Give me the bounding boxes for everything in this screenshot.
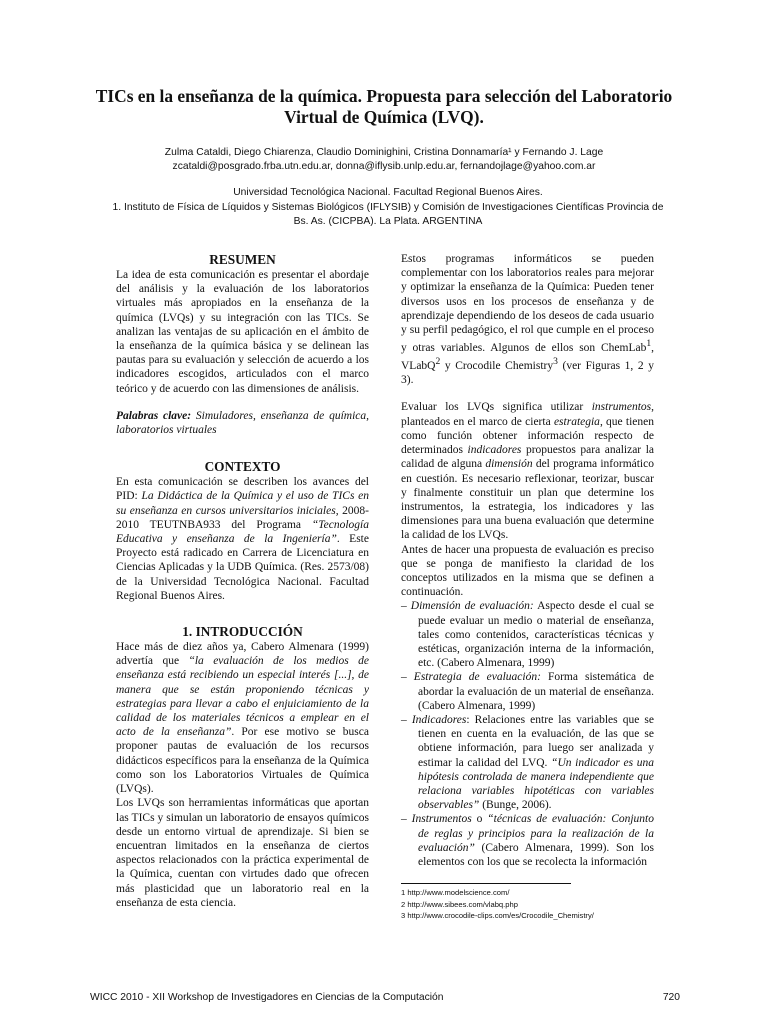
list-item xyxy=(401,812,654,869)
item-label-estrategia: Estrategia de evaluación: xyxy=(413,671,541,684)
term-indicadores: indicadores xyxy=(467,444,522,457)
page-number: 720 xyxy=(662,992,680,1003)
item-label-indicadores: Indicadores xyxy=(411,713,467,726)
contexto-program-title: “Tecnología Educativa y enseñanza de la Ingeniería” xyxy=(116,518,369,546)
intro-quote: “la evaluación de los medios de enseñanza está recibiendo un especial interés [...], de manera que se están proponiendo técnicas y estrategias para llevar a cabo el enjuiciamiento de la calidad de los materiales técnicos a emplear en el acto de la enseñanza” xyxy=(116,655,369,739)
intro-text-1: Hace más de diez años ya, Cabero Almenara (1999) advertía que xyxy=(116,641,369,668)
list-dash: – xyxy=(401,671,407,684)
right-paragraph-1 xyxy=(401,252,654,387)
author-block xyxy=(60,146,708,174)
right-p2-text-e: , que tienen como función obtener información respecto de determinados xyxy=(401,415,655,457)
right-p1-text-d: (ver Figuras 1, 2 y 3). xyxy=(401,360,654,387)
term-instrumentos: instrumentos xyxy=(591,401,652,414)
author-names: Zulma Cataldi, Diego Chiarenza, Claudio Dominighini, Cristina Donnamaría¹ y Fernando J. Lage xyxy=(164,147,604,158)
contexto-body xyxy=(116,475,369,603)
right-p1-text-c: y Crocodile Chemistry xyxy=(440,360,554,373)
list-dash: – xyxy=(401,813,407,826)
left-column xyxy=(116,252,369,910)
item-text-indicadores: : Relaciones entre las variables que se tienen en cuenta en la evaluación, de las que se obtiene información, para luego ser analizada y estimar la calidad del LVQ. xyxy=(418,713,654,769)
term-estrategia: estrategia xyxy=(553,415,600,428)
footnotes xyxy=(401,887,654,922)
item-quote-instrumentos: “técnicas de evaluación: Conjunto de reglas y principios para la realización de la evaluación” xyxy=(418,813,655,854)
keywords-label: Palabras clave: xyxy=(116,409,192,422)
list-item xyxy=(401,713,654,812)
item-text-indicadores-b: (Bunge, 2006). xyxy=(479,799,552,812)
item-text-instrumentos-b: (Cabero Almenara, 1999). Son los elementos con los que se recolecta la información xyxy=(418,841,654,868)
affiliation-iflysib: 1. Instituto de Física de Líquidos y Sistemas Biológicos (IFLYSIB) y Comisión de Investigaciones Científicas Provincia de Bs. As. (CICPBA). La Plata. ARGENTINA xyxy=(112,201,664,227)
footnote-1: 1 http://www.modelscience.com/ xyxy=(401,888,510,897)
contexto-project-title: La Didáctica de la Química y el uso de TICs en su enseñanza en cursos universitarios iniciales, xyxy=(116,490,369,517)
right-p1-text-b: , VLabQ xyxy=(401,342,654,373)
footer-conference: WICC 2010 - XII Workshop de Investigadores en Ciencias de la Computación xyxy=(90,992,444,1003)
right-p2-text-c: , planteados en el marco de cierta xyxy=(401,401,654,428)
keywords-text: Simuladores, enseñanza de química, laboratorios virtuales xyxy=(116,409,369,437)
resumen-heading: RESUMEN xyxy=(209,252,276,267)
item-text-dimension: Aspecto desde el cual se puede evaluar un medio o material de enseñanza, tales como contenidos, características técnicas y estéticas, organización interna de la información, etc. (Cabero Almenara, 1999) xyxy=(418,600,655,670)
intro-text-2: . Por ese motivo se busca proponer pautas de evaluación de los recursos didácticos específicos para la enseñanza de la Química como son los Laboratorios Virtuales de Química (LVQs). xyxy=(116,726,369,796)
right-p2-text-i: del programa informático en cuestión. Es necesario reflexionar, teorizar, buscar y finalmente constituir un plan que determine los instrumentos, la estrategia, los indicadores y las dimensiones para una buena evaluación que determine la calidad de los LVQs. xyxy=(401,458,654,542)
definitions-list xyxy=(401,599,654,869)
list-dash: – xyxy=(401,713,407,726)
contexto-heading: CONTEXTO xyxy=(204,459,281,475)
footnote-rule xyxy=(401,883,571,884)
intro-paragraph-1 xyxy=(116,640,369,796)
contexto-text-2: 2008-2010 TEUTNBA933 del Programa xyxy=(116,504,369,531)
author-emails: zcataldi@posgrado.frba.utn.edu.ar, donna@iflysib.unlp.edu.ar, fernandojlage@yahoo.com.ar xyxy=(172,161,596,172)
item-text-instrumentos: o xyxy=(471,813,488,826)
intro-paragraph-2: Los LVQs son herramientas informáticas que aportan las TICs y simulan un laboratorio de ensayos químicos desde un entorno virtual de aprendizaje. Si bien se encuentran limitados en la enseñanza de ciertos aspectos relacionados con la práctica experimental de la Química, cuentan con virtudes dado que ofrecen más plasticidad que un laboratorio real en la enseñanza de esta ciencia. xyxy=(116,797,369,909)
right-p1-text-a: Estos programas informáticos se pueden complementar con los laboratorios reales para mejorar y optimizar la enseñanza de la Química: Pueden tener diversos usos en los procesos de enseñanza y de aprendizaje dependiendo de los deseos de cada usuario y su perfil pedagógico, el rol que cumple en el proceso y otras variables. Algunos de ellos son ChemLab xyxy=(401,253,654,355)
list-item xyxy=(401,599,654,670)
right-paragraph-3: Antes de hacer una propuesta de evaluación es preciso que se ponga de manifiesto la claridad de los conceptos utilizados en la misma que se definen a continuación. xyxy=(401,543,654,599)
footnote-3: 3 http://www.crocodile-clips.com/es/Crocodile_Chemistry/ xyxy=(401,911,594,920)
list-dash: – xyxy=(401,600,407,613)
right-p2-text-g: propuestos para analizar la calidad de alguna xyxy=(401,444,654,471)
item-label-dimension: Dimensión de evaluación: xyxy=(410,600,534,613)
footnote-ref-1: 1 xyxy=(646,338,652,350)
term-dimension: dimensión xyxy=(485,458,533,471)
affiliation-utn: Universidad Tecnológica Nacional. Facultad Regional Buenos Aires. xyxy=(233,187,543,198)
footnote-ref-3: 3 xyxy=(553,356,558,368)
contexto-text-1: En esta comunicación se describen los avances del PID: xyxy=(116,476,369,503)
contexto-text-3: . Este Proyecto está radicado en Carrera de Licenciatura en Ciencias Aplicadas y la UDB Química. (Res. 2573/08) de la Universidad Tecnológica Nacional. Facultad Regional Buenos Aires. xyxy=(116,533,369,602)
list-item xyxy=(401,670,654,713)
resumen-body: La idea de esta comunicación es presentar el abordaje del análisis y la evaluación de los laboratorios virtuales más apropiados en la enseñanza de la química (LVQs) y su integración con las TICs. Se analizan las ventajas de su aplicación en el ámbito de la enseñanza de la química básica y se delinean las pautas para su evaluación y selección de acuerdo a los indicadores escogidos, articulados con el marco teórico y de acuerdo con las dimensiones de análisis. xyxy=(116,269,369,395)
paper-title: TICs en la enseñanza de la química. Propuesta para selección del Laboratorio Virtual de Química (LVQ). xyxy=(95,86,673,127)
footnote-2: 2 http://www.sibees.com/vlabq.php xyxy=(401,899,518,909)
right-paragraph-2 xyxy=(401,400,654,542)
item-label-instrumentos: Instrumentos xyxy=(411,813,472,826)
right-column xyxy=(401,252,654,869)
affiliation-block xyxy=(108,186,668,230)
item-quote-indicadores: “Un indicador es una hipótesis controlada de manera independiente que relaciona variables hipotéticas con variables observables” xyxy=(418,756,655,812)
item-text-estrategia: Forma sistemática de abordar la evaluación de un material de enseñanza. (Cabero Almenara, 1999) xyxy=(418,671,654,712)
footnote-ref-2: 2 xyxy=(435,356,441,368)
right-p2-text-a: Evaluar los LVQs significa utilizar xyxy=(401,401,592,414)
introduccion-heading: 1. INTRODUCCIÓN xyxy=(182,624,303,640)
keywords xyxy=(116,409,369,437)
